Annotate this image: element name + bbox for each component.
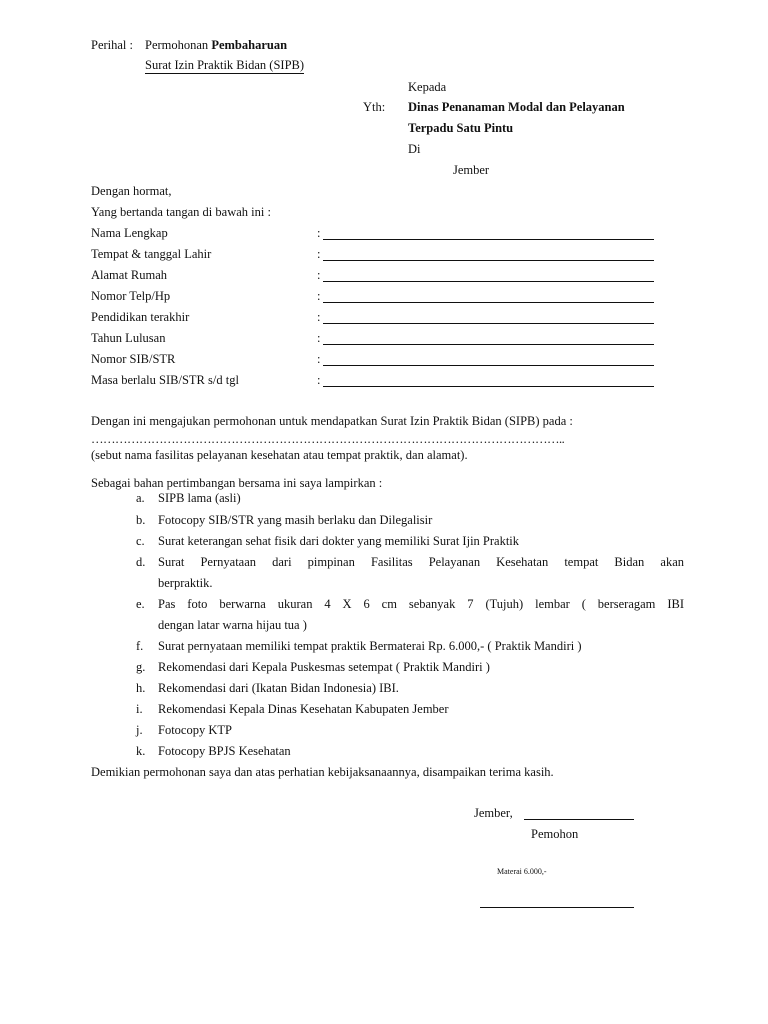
list-item-text-continued: dengan latar warna hijau tua ) — [158, 618, 307, 632]
field-label: Pendidikan terakhir — [91, 310, 190, 324]
field-label: Nomor Telp/Hp — [91, 289, 171, 303]
field-colon: : — [317, 352, 321, 366]
field-fill-line — [323, 323, 654, 324]
field-label: Masa berlalu SIB/STR s/d tgl — [91, 373, 239, 387]
field-fill-line — [323, 302, 654, 303]
field-fill-line — [323, 386, 654, 387]
perihal-text — [145, 39, 287, 52]
request-statement: Dengan ini mengajukan permohonan untuk mendapatkan Surat Izin Praktik Bidan (SIPB) pada : — [91, 414, 573, 428]
list-marker: i. — [136, 702, 143, 716]
field-label: Nomor SIB/STR — [91, 352, 176, 366]
signature-pemohon: Pemohon — [531, 827, 579, 841]
field-tahun-lulusan — [91, 332, 654, 348]
attachments-intro: Sebagai bahan pertimbangan bersama ini saya lampirkan : — [91, 476, 383, 490]
list-item-text-continued: berpraktik. — [158, 576, 213, 590]
field-alamat-rumah — [91, 269, 654, 285]
list-item-text: Pas foto berwarna ukuran 4 X 6 cm sebanyak 7 (Tujuh) lembar ( berseragam IBI — [158, 597, 684, 611]
list-item-text: Rekomendasi dari Kepala Puskesmas setempat ( Praktik Mandiri ) — [158, 660, 490, 674]
field-nomor-telp — [91, 290, 654, 306]
list-marker: h. — [136, 681, 146, 695]
list-item-text: Surat pernyataan memiliki tempat praktik Bermaterai Rp. 6.000,- ( Praktik Mandiri ) — [158, 639, 582, 653]
field-colon: : — [317, 373, 321, 387]
list-marker: d. — [136, 555, 146, 569]
field-colon: : — [317, 310, 321, 324]
recipient-line2: Terpadu Satu Pintu — [408, 121, 514, 135]
list-item-text: Fotocopy SIB/STR yang masih berlaku dan Dilegalisir — [158, 513, 433, 527]
recipient-city: Jember — [453, 163, 490, 177]
list-item-text: Rekomendasi dari (Ikatan Bidan Indonesia) IBI. — [158, 681, 399, 695]
intro-text: Yang bertanda tangan di bawah ini : — [91, 205, 271, 219]
request-dotted-line: ……………………………………………………………………………………………………….. — [91, 433, 565, 446]
perihal-text-normal: Permohonan — [145, 38, 209, 52]
field-fill-line — [323, 239, 654, 240]
list-item-text: Rekomendasi Kepala Dinas Kesehatan Kabupaten Jember — [158, 702, 449, 716]
list-item-text: SIPB lama (asli) — [158, 491, 241, 505]
field-colon: : — [317, 226, 321, 240]
list-item-text: Surat Pernyataan dari pimpinan Fasilitas Pelayanan Kesehatan tempat Bidan akan — [158, 555, 684, 569]
list-marker: a. — [136, 491, 145, 505]
perihal-text-bold: Pembaharuan — [211, 38, 288, 52]
field-pendidikan-terakhir — [91, 311, 654, 327]
field-tempat-tanggal-lahir — [91, 248, 654, 264]
closing-text: Demikian permohonan saya dan atas perhatian kebijaksanaannya, disampaikan terima kasih. — [91, 765, 554, 779]
perihal-label: Perihal : — [91, 38, 134, 52]
field-nomor-sib-str — [91, 353, 654, 369]
field-colon: : — [317, 268, 321, 282]
list-marker: k. — [136, 744, 146, 758]
field-masa-berlaku — [91, 374, 654, 390]
list-item-text: Fotocopy KTP — [158, 723, 232, 737]
recipient-line1: Dinas Penanaman Modal dan Pelayanan — [408, 100, 625, 114]
field-label: Tempat & tanggal Lahir — [91, 247, 212, 261]
perihal-subject-line2: Surat Izin Praktik Bidan (SIPB) — [145, 58, 305, 72]
list-marker: f. — [136, 639, 144, 653]
list-marker: c. — [136, 534, 145, 548]
field-fill-line — [323, 344, 654, 345]
field-colon: : — [317, 289, 321, 303]
signature-date-line — [524, 807, 634, 820]
recipient-kepada: Kepada — [408, 80, 447, 94]
field-nama-lengkap — [91, 227, 654, 243]
field-colon: : — [317, 247, 321, 261]
signature-line — [480, 906, 634, 908]
field-fill-line — [323, 365, 654, 366]
list-marker: j. — [136, 723, 143, 737]
list-marker: e. — [136, 597, 145, 611]
recipient-di: Di — [408, 142, 421, 156]
field-label: Nama Lengkap — [91, 226, 168, 240]
field-fill-line — [323, 260, 654, 261]
field-fill-line — [323, 281, 654, 282]
signature-place: Jember, — [474, 806, 513, 820]
list-marker: b. — [136, 513, 146, 527]
field-label: Tahun Lulusan — [91, 331, 166, 345]
field-colon: : — [317, 331, 321, 345]
materai-stamp-note: Materai 6.000,- — [497, 867, 547, 876]
request-hint: (sebut nama fasilitas pelayanan kesehatan atau tempat praktik, dan alamat). — [91, 448, 468, 462]
list-marker: g. — [136, 660, 146, 674]
greeting: Dengan hormat, — [91, 184, 172, 198]
recipient-yth: Yth: — [363, 100, 386, 114]
list-item-text: Fotocopy BPJS Kesehatan — [158, 744, 291, 758]
list-item-text: Surat keterangan sehat fisik dari dokter yang memiliki Surat Ijin Praktik — [158, 534, 520, 548]
field-label: Alamat Rumah — [91, 268, 168, 282]
